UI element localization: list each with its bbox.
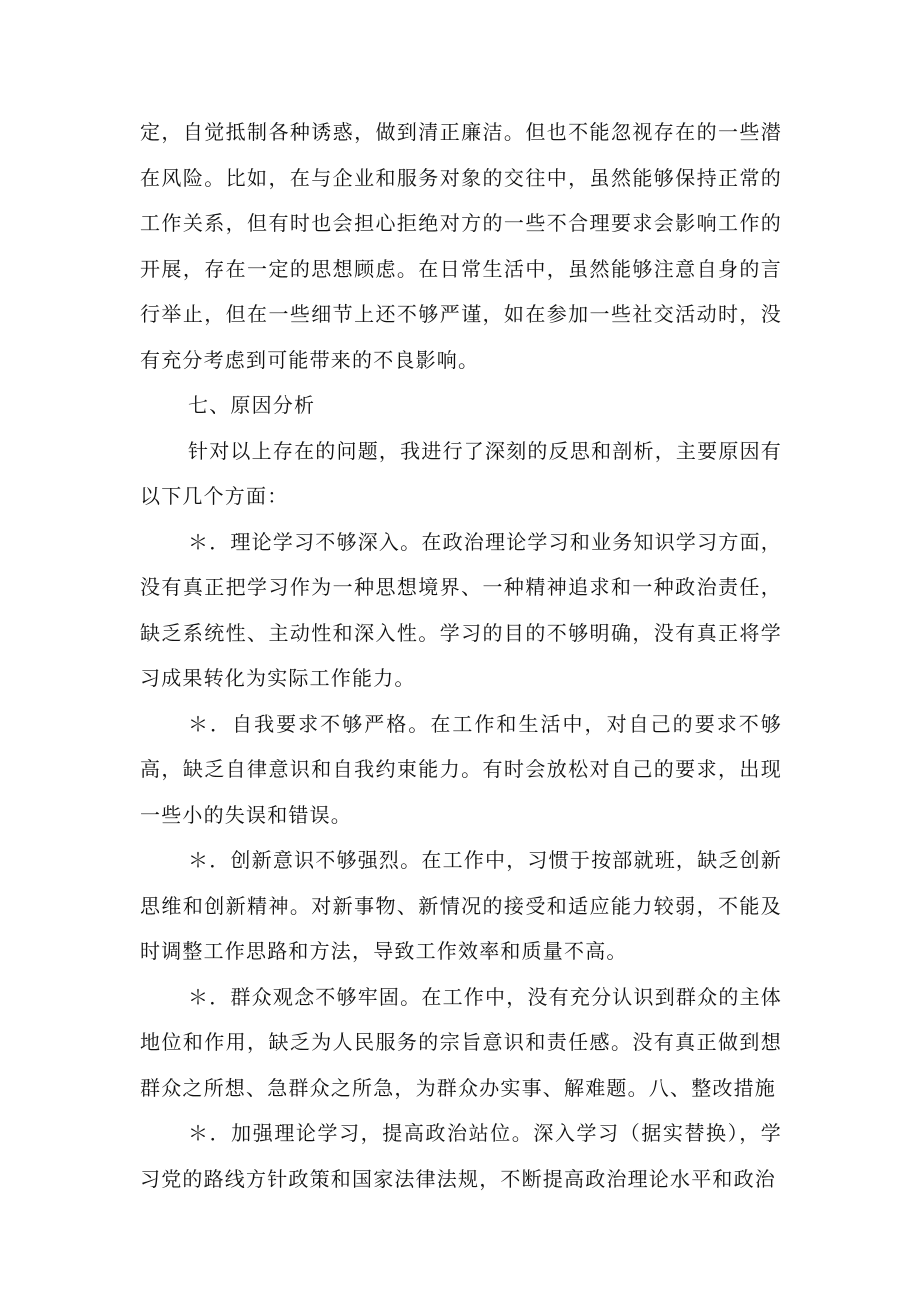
paragraph-self-discipline: ＊．自我要求不够严格。在工作和生活中，对自己的要求不够高，缺乏自律意识和自我约束能力。有时会放松对自己的要求，出现一些小的失误和错误。: [140, 711, 782, 827]
paragraph-mass-viewpoint: ＊．群众观念不够牢固。在工作中，没有充分认识到群众的主体地位和作用，缺乏为人民服务的宗旨意识和责任感。没有真正做到想群众之所想、急群众之所急，为群众办实事、解难题。八、整改措施: [140, 984, 782, 1100]
paragraph-intro: 针对以上存在的问题，我进行了深刻的反思和剖析，主要原因有以下几个方面：: [140, 438, 782, 508]
paragraph-theory-study: ＊．理论学习不够深入。在政治理论学习和业务知识学习方面，没有真正把学习作为一种思想境界、一种精神追求和一种政治责任，缺乏系统性、主动性和深入性。学习的目的不够明确，没有真正将学习成果转化为实际工作能力。: [140, 529, 782, 690]
document-body: [140, 110, 782, 1202]
paragraph-rectification-theory: ＊．加强理论学习，提高政治站位。深入学习（据实替换），学习党的路线方针政策和国家法律法规，不断提高政治理论水平和政治: [140, 1121, 782, 1191]
section-heading-cause-analysis: 七、原因分析: [188, 393, 316, 417]
paragraph-innovation: ＊．创新意识不够强烈。在工作中，习惯于按部就班，缺乏创新思维和创新精神。对新事物、新情况的接受和适应能力较弱，不能及时调整工作思路和方法，导致工作效率和质量不高。: [140, 848, 782, 963]
paragraph-continuation: 定，自觉抵制各种诱惑，做到清正廉洁。但也不能忽视存在的一些潜在风险。比如，在与企业和服务对象的交往中，虽然能够保持正常的工作关系，但有时也会担心拒绝对方的一些不合理要求会影响工作的开展，存在一定的思想顾虑。在日常生活中，虽然能够注意自身的言行举止，但在一些细节上还不够严谨，如在参加一些社交活动时，没有充分考虑到可能带来的不良影响。: [140, 120, 782, 372]
